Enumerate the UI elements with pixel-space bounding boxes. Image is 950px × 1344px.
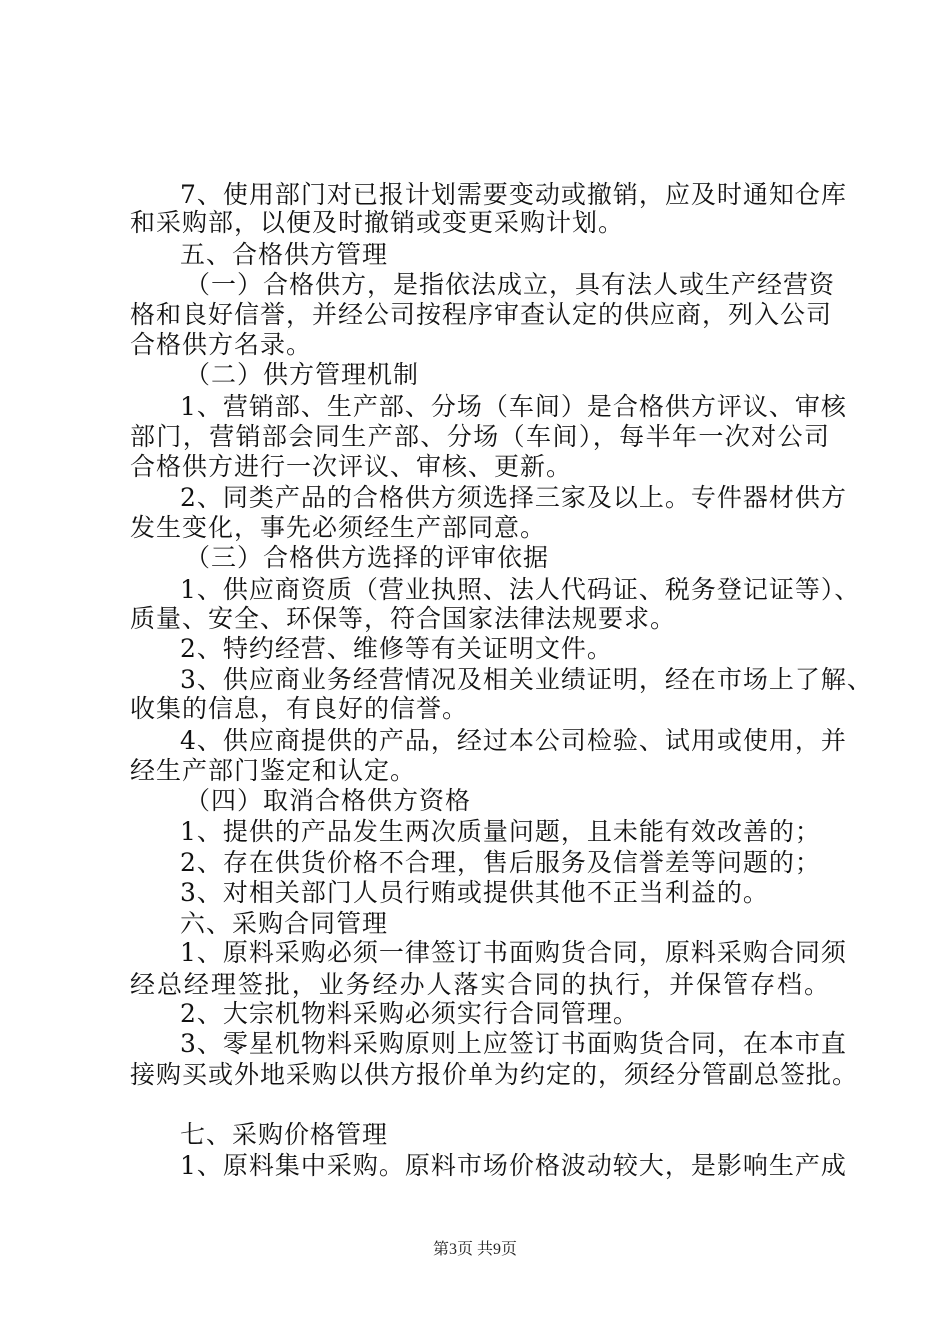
paragraph-line: 1、提供的产品发生两次质量问题，且未能有效改善的； [180, 817, 821, 846]
paragraph-line: （一）合格供方，是指依法成立，具有法人或生产经营资 [185, 270, 836, 299]
paragraph-line: 部门，营销部会同生产部、分场（车间），每半年一次对公司 [130, 422, 830, 451]
paragraph-line: 格和良好信誉，并经公司按程序审查认定的供应商，列入公司 [130, 300, 833, 329]
paragraph-line: 7、使用部门对已报计划需要变动或撤销，应及时通知仓库 [180, 180, 847, 209]
paragraph-line: 收集的信息，有良好的信誉。 [130, 694, 469, 723]
paragraph-line: 2、存在供货价格不合理，售后服务及信誉差等问题的； [180, 848, 821, 877]
section-heading: 七、采购价格管理 [180, 1120, 389, 1149]
paragraph-line: 1、原料采购必须一律签订书面购货合同，原料采购合同须 [180, 938, 847, 967]
paragraph-line: 3、零星机物料采购原则上应签订书面购货合同，在本市直 [180, 1029, 847, 1058]
paragraph-line: 1、营销部、生产部、分场（车间）是合格供方评议、审核 [180, 392, 847, 421]
subsection-heading: （三）合格供方选择的评审依据 [185, 543, 550, 572]
paragraph-line: 经生产部门鉴定和认定。 [130, 756, 417, 785]
section-heading: 六、采购合同管理 [180, 909, 389, 938]
paragraph-line: 1、原料集中采购。原料市场价格波动较大，是影响生产成 [180, 1151, 847, 1180]
paragraph-line: 3、对相关部门人员行贿或提供其他不正当利益的。 [180, 878, 769, 907]
paragraph-line: 3、供应商业务经营情况及相关业绩证明，经在市场上了解、 [180, 665, 873, 694]
paragraph-line: 合格供方名录。 [130, 330, 313, 359]
section-heading: 五、合格供方管理 [180, 240, 389, 269]
paragraph-line: 合格供方进行一次评议、审核、更新。 [130, 452, 573, 481]
paragraph-line: 质量、安全、环保等，符合国家法律法规要求。 [130, 604, 677, 633]
subsection-heading: （二）供方管理机制 [185, 360, 420, 389]
subsection-heading: （四）取消合格供方资格 [185, 786, 472, 815]
paragraph-line: 接购买或外地采购以供方报价单为约定的，须经分管副总签批。 [130, 1060, 859, 1089]
paragraph-line: 和采购部，以便及时撤销或变更采购计划。 [130, 208, 625, 237]
paragraph-line: 2、特约经营、维修等有关证明文件。 [180, 634, 613, 663]
paragraph-line: 1、供应商资质（营业执照、法人代码证、税务登记证等）、 [180, 575, 861, 604]
page-number-footer: 第3页 共9页 [432, 1241, 517, 1258]
paragraph-line: 发生变化，事先必须经生产部同意。 [130, 513, 547, 542]
paragraph-line: 2、大宗机物料采购必须实行合同管理。 [180, 999, 639, 1028]
paragraph-line: 4、供应商提供的产品，经过本公司检验、试用或使用，并 [180, 726, 847, 755]
paragraph-line: 2、同类产品的合格供方须选择三家及以上。专件器材供方 [180, 483, 847, 512]
paragraph-line: 经总经理签批，业务经办人落实合同的执行，并保管存档。 [130, 970, 830, 999]
